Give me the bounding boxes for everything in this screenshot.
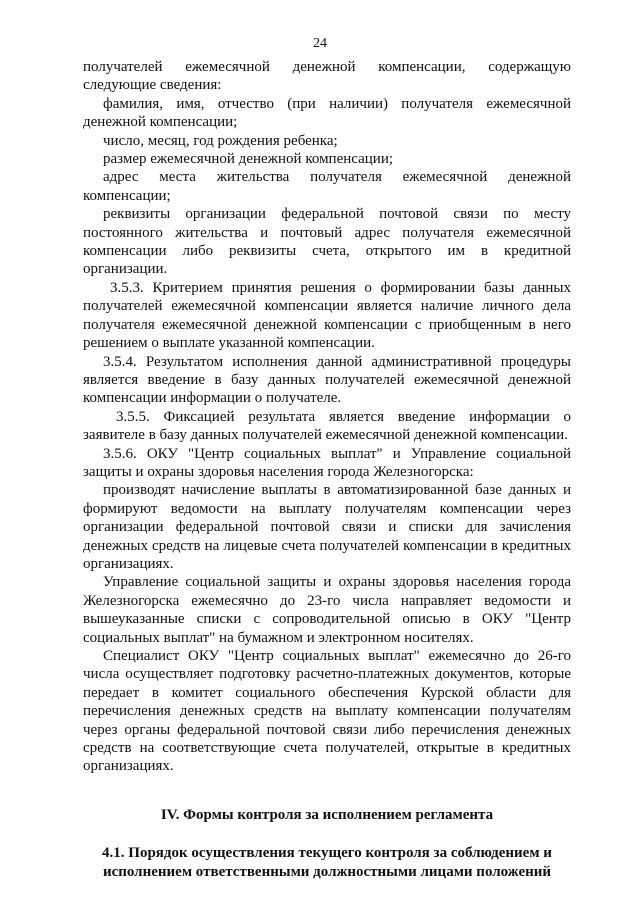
paragraph-3-5-5: 3.5.5. Фиксацией результата является введение информации о заявителе в базу данных получателей ежемесячной денежной компенсации. xyxy=(83,408,571,444)
paragraph-3-5-4: 3.5.4. Результатом исполнения данной административной процедуры является введение в базу данных получателей ежемесячной денежной компенсации информации о получателе. xyxy=(83,353,571,407)
paragraph: Специалист ОКУ "Центр социальных выплат" ежемесячно до 26-го числа осуществляет подготовку расчетно-платежных документов, которые передает в комитет социального обеспечения Курской области для перечисления денежных средств на выплату компенсации получателям через органы федеральной почтовой связи либо перечисления денежных средств на соответствующие счета получателей, открытые в кредитных организациях. xyxy=(83,648,571,775)
paragraph-3-5-6: 3.5.6. ОКУ "Центр социальных выплат" и Управление социальной защиты и охраны здоровья населения города Железногорска: xyxy=(83,445,571,480)
page-number: 24 xyxy=(313,36,327,51)
paragraph: адрес места жительства получателя ежемесячной денежной компенсации; xyxy=(83,169,571,204)
paragraph: Управление социальной защиты и охраны здоровья населения города Железногорска ежемесячно до 23-го числа направляет ведомости и вышеуказанные списки с сопроводительной описью в ОКУ "Центр социальных выплат" на бумажном и электронном носителях. xyxy=(83,574,571,646)
paragraph: получателей ежемесячной денежной компенсации, содержащую следующие сведения: xyxy=(83,59,571,94)
paragraph: фамилия, имя, отчество (при наличии) получателя ежемесячной денежной компенсации; xyxy=(83,95,571,131)
subsection-heading: 4.1. Порядок осуществления текущего контроля за соблюдением и исполнением ответственными должностными лицами положений xyxy=(102,845,552,880)
paragraph-3-5-3: 3.5.3. Критерием принятия решения о формировании базы данных получателей ежемесячной компенсации является наличие личного дела получателя ежемесячной денежной компенсации с приобщенным в него решением о выплате указанной компенсации. xyxy=(83,279,571,352)
paragraph: размер ежемесячной денежной компенсации; xyxy=(103,151,394,168)
paragraph: число, месяц, год рождения ребенка; xyxy=(103,132,338,149)
section-heading: IV. Формы контроля за исполнением регламента xyxy=(160,806,494,823)
document-body xyxy=(83,58,571,881)
paragraph: производят начисление выплаты в автоматизированной базе данных и формируют ведомости на выплату получателям компенсации через организации федеральной почтовой связи и списки для зачисления денежных средств на лицевые счета получателей компенсации в кредитных организациях. xyxy=(83,482,571,572)
paragraph: реквизиты организации федеральной почтовой связи по месту постоянного жительства и почтовый адрес получателя ежемесячной компенсации либо реквизиты счета, открытого им в кредитной организации. xyxy=(83,206,571,278)
